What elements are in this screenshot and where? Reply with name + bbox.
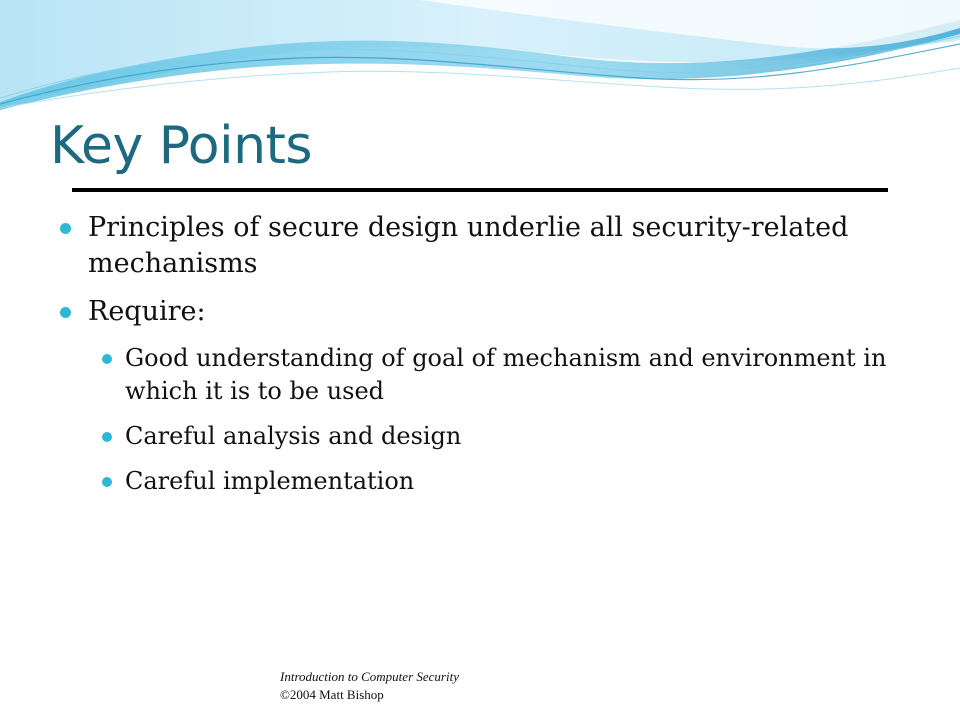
bullet-item (60, 210, 920, 282)
header-wave-decoration (0, 0, 960, 115)
slide-title: Key Points (50, 116, 313, 176)
bullet-dot-icon (102, 477, 112, 487)
sub-bullet-text: Good understanding of goal of mechanism and environment in which it is to be used (125, 344, 887, 405)
sub-bullet-item (60, 465, 920, 498)
footer-course-title: Introduction to Computer Security (280, 669, 459, 684)
bullet-list (60, 210, 920, 510)
bullet-dot-icon (102, 432, 112, 442)
bullet-item (60, 294, 920, 330)
footer-copyright: ©2004 Matt Bishop (280, 687, 384, 702)
bullet-dot-icon (60, 307, 71, 318)
sub-bullet-item (60, 342, 920, 408)
sub-bullet-text: Careful implementation (125, 467, 415, 495)
bullet-text: Principles of secure design underlie all security-related mechanisms (88, 212, 849, 279)
bullet-dot-icon (60, 223, 71, 234)
bullet-text: Require: (88, 296, 206, 327)
slide-footer (280, 668, 459, 704)
sub-bullet-item (60, 420, 920, 453)
bullet-dot-icon (102, 354, 112, 364)
title-underline (72, 188, 888, 192)
sub-bullet-text: Careful analysis and design (125, 422, 462, 450)
